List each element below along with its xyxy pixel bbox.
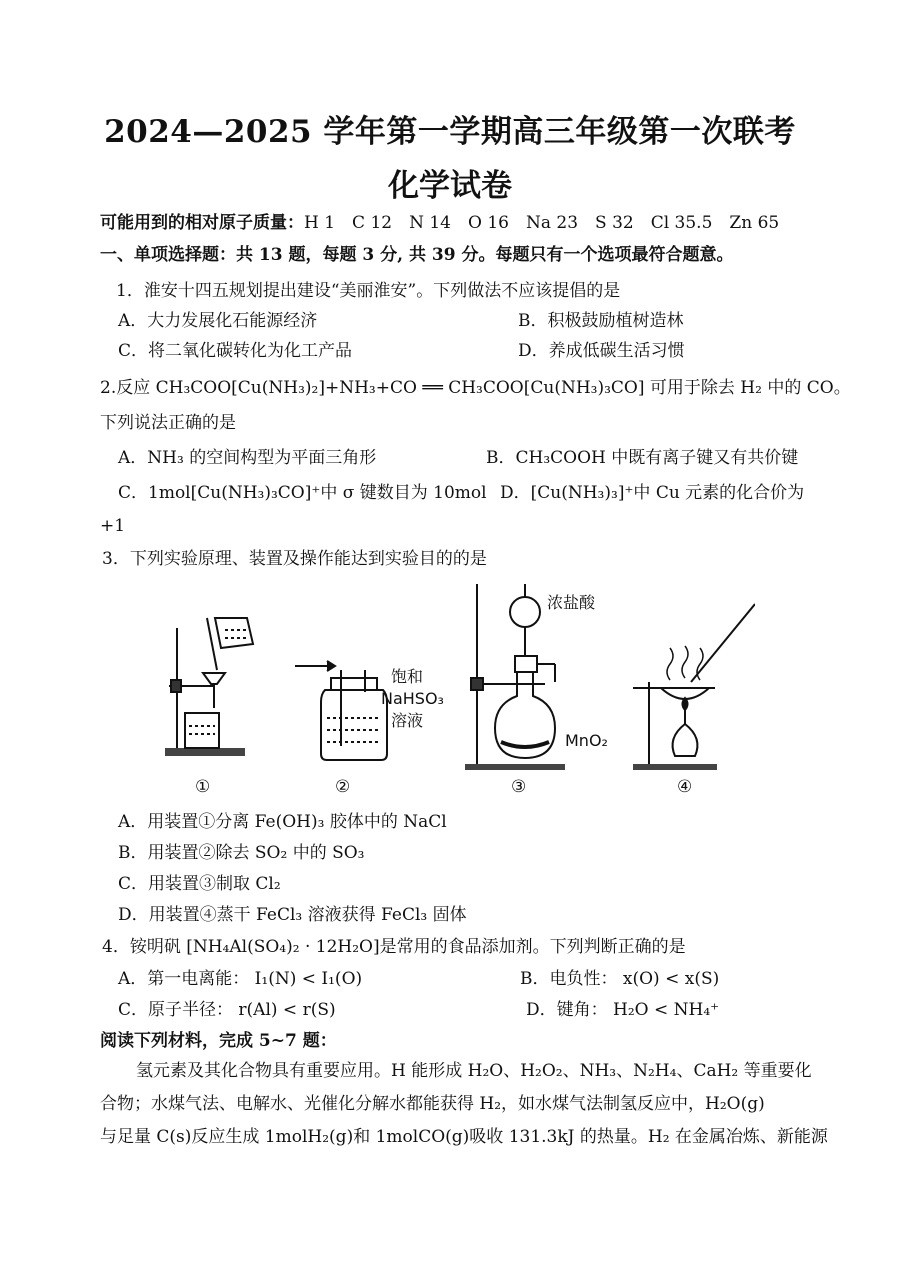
atomic-masses-label: 可能用到的相对原子质量： bbox=[100, 213, 304, 233]
apparatus-figure bbox=[155, 578, 755, 800]
apparatus-1-filtration bbox=[165, 618, 253, 756]
q4-option-c: C．原子半径： r(Al) < r(S) bbox=[118, 1000, 336, 1020]
q2-stem-text: 反应 CH₃COO[Cu(NH₃)₂]+NH₃+CO ══ CH₃COO[Cu(NH₃)₃CO] 可用于除去 H₂ 中的 CO。 bbox=[116, 378, 851, 398]
label-apparatus-4: ④ bbox=[677, 777, 693, 797]
label-solution: 溶液 bbox=[391, 711, 424, 730]
label-mno2: MnO₂ bbox=[565, 731, 608, 750]
reading-line-2: 合物；水煤气法、电解水、光催化分解水都能获得 H₂，如水煤气法制氢反应中，H₂O(g) bbox=[100, 1094, 765, 1114]
q4-stem: 4．铵明矾 [NH₄Al(SO₄)₂ · 12H₂O]是常用的食品添加剂。下列判断正确的是 bbox=[102, 937, 686, 957]
q2-option-a: A．NH₃ 的空间构型为平面三角形 bbox=[118, 448, 377, 468]
q1-stem: 1．淮安十四五规划提出建设“美丽淮安”。下列做法不应该提倡的是 bbox=[116, 281, 621, 301]
q2-stem bbox=[100, 376, 851, 400]
q2-option-d-cont: +1 bbox=[100, 516, 126, 536]
q1-option-d: D．养成低碳生活习惯 bbox=[518, 341, 685, 361]
section-heading: 一、单项选择题：共 13 题，每题 3 分, 共 39 分。每题只有一个选项最符合题意。 bbox=[100, 245, 734, 265]
q4-option-a: A．第一电离能： I₁(N) < I₁(O) bbox=[118, 969, 363, 989]
label-nahso3: NaHSO₃ bbox=[381, 689, 444, 708]
q3-option-a: A．用装置①分离 Fe(OH)₃ 胶体中的 NaCl bbox=[118, 812, 447, 832]
atomic-masses-values: H 1 C 12 N 14 O 16 Na 23 S 32 Cl 35.5 Zn 65 bbox=[304, 213, 780, 233]
q3-option-c: C．用装置③制取 Cl₂ bbox=[118, 874, 281, 894]
reading-line-3: 与足量 C(s)反应生成 1molH₂(g)和 1molCO(g)吸收 131.3kJ 的热量。H₂ 在金属冶炼、新能源 bbox=[100, 1127, 828, 1147]
reading-heading: 阅读下列材料，完成 5~7 题： bbox=[100, 1031, 337, 1051]
label-apparatus-1: ① bbox=[195, 777, 211, 797]
atomic-masses bbox=[100, 211, 779, 235]
reading-line-1: 氢元素及其化合物具有重要应用。H 能形成 H₂O、H₂O₂、NH₃、N₂H₄、CaH₂ 等重要化 bbox=[136, 1061, 812, 1081]
q1-option-a: A．大力发展化石能源经济 bbox=[118, 311, 318, 331]
apparatus-2-wash-bottle bbox=[295, 661, 387, 760]
q4-option-b: B．电负性： x(O) < x(S) bbox=[520, 969, 720, 989]
q2-option-b: B．CH₃COOH 中既有离子键又有共价键 bbox=[486, 448, 799, 468]
label-saturated: 饱和 bbox=[391, 667, 424, 686]
q2-stem-line2: 下列说法正确的是 bbox=[100, 413, 236, 433]
q1-option-b: B．积极鼓励植树造林 bbox=[518, 311, 684, 331]
q3-stem: 3．下列实验原理、装置及操作能达到实验目的的是 bbox=[102, 549, 487, 569]
label-acid: 浓盐酸 bbox=[547, 593, 596, 612]
q2-option-c: C．1mol[Cu(NH₃)₃CO]⁺中 σ 键数目为 10mol bbox=[118, 483, 487, 503]
q4-option-d: D．键角： H₂O < NH₄⁺ bbox=[526, 1000, 720, 1020]
q3-option-d: D．用装置④蒸干 FeCl₃ 溶液获得 FeCl₃ 固体 bbox=[118, 905, 467, 925]
apparatus-4-evaporation bbox=[633, 604, 755, 770]
label-apparatus-2: ② bbox=[335, 777, 351, 797]
q3-option-b: B．用装置②除去 SO₂ 中的 SO₃ bbox=[118, 843, 365, 863]
label-apparatus-3: ③ bbox=[511, 777, 527, 797]
exam-title: 2024—2025 学年第一学期高三年级第一次联考 bbox=[104, 114, 796, 150]
q1-option-c: C．将二氧化碳转化为化工产品 bbox=[118, 341, 353, 361]
exam-subtitle: 化学试卷 bbox=[388, 168, 512, 204]
q2-option-d: D．[Cu(NH₃)₃]⁺中 Cu 元素的化合价为 bbox=[500, 483, 805, 503]
q2-number: 2. bbox=[100, 378, 117, 398]
